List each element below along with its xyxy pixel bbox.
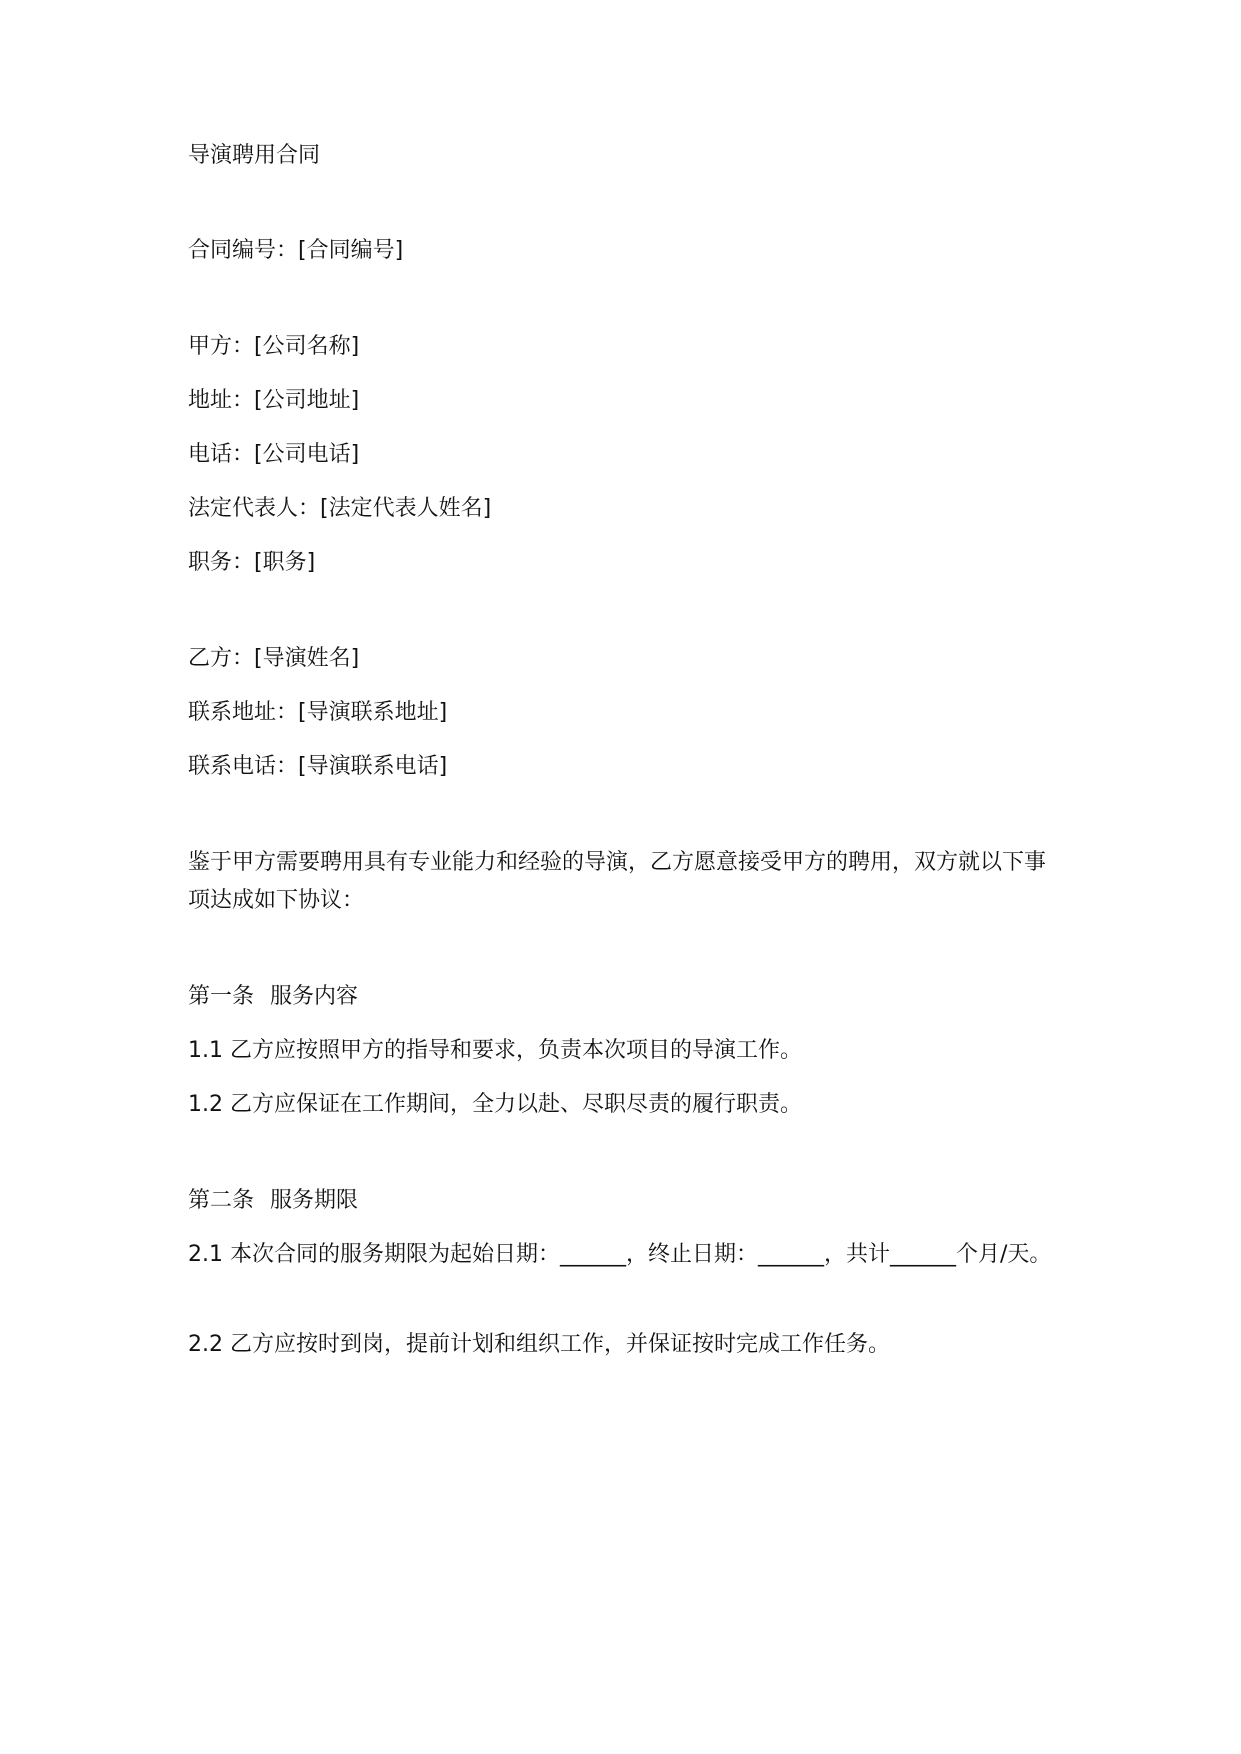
party-a-position: 职务：[职务] bbox=[188, 550, 316, 575]
clause-1-1: 1.1 乙方应按照甲方的指导和要求，负责本次项目的导演工作。 bbox=[188, 1038, 802, 1063]
article-1-heading bbox=[188, 978, 1058, 1016]
contract-number: 合同编号：[合同编号] bbox=[188, 238, 404, 263]
article-1-number: 第一条 bbox=[188, 984, 255, 1009]
clause-1-2: 1.2 乙方应保证在工作期间，全力以赴、尽职尽责的履行职责。 bbox=[188, 1092, 802, 1117]
clause-2-2: 2.2 乙方应按时到岗，提前计划和组织工作，并保证按时完成工作任务。 bbox=[188, 1332, 890, 1357]
document-title: 导演聘用合同 bbox=[188, 143, 321, 168]
party-a-address: 地址：[公司地址] bbox=[188, 388, 360, 413]
party-a-phone: 电话：[公司电话] bbox=[188, 442, 360, 467]
article-1-title: 服务内容 bbox=[270, 984, 359, 1009]
party-b-phone: 联系电话：[导演联系电话] bbox=[188, 754, 448, 779]
party-b-address: 联系地址：[导演联系地址] bbox=[188, 700, 448, 725]
party-a-legal-rep: 法定代表人：[法定代表人姓名] bbox=[188, 496, 492, 521]
article-2-number: 第二条 bbox=[188, 1188, 255, 1213]
party-a-name: 甲方：[公司名称] bbox=[188, 334, 360, 359]
clause-2-1: 2.1 本次合同的服务期限为起始日期：______，终止日期：______，共计______个月/天。 bbox=[188, 1242, 1052, 1267]
article-2-heading bbox=[188, 1182, 1058, 1220]
article-2-title: 服务期限 bbox=[270, 1188, 359, 1213]
preamble: 鉴于甲方需要聘用具有专业能力和经验的导演，乙方愿意接受甲方的聘用，双方就以下事项达成如下协议： bbox=[188, 850, 1047, 913]
party-b-name: 乙方：[导演姓名] bbox=[188, 646, 360, 671]
